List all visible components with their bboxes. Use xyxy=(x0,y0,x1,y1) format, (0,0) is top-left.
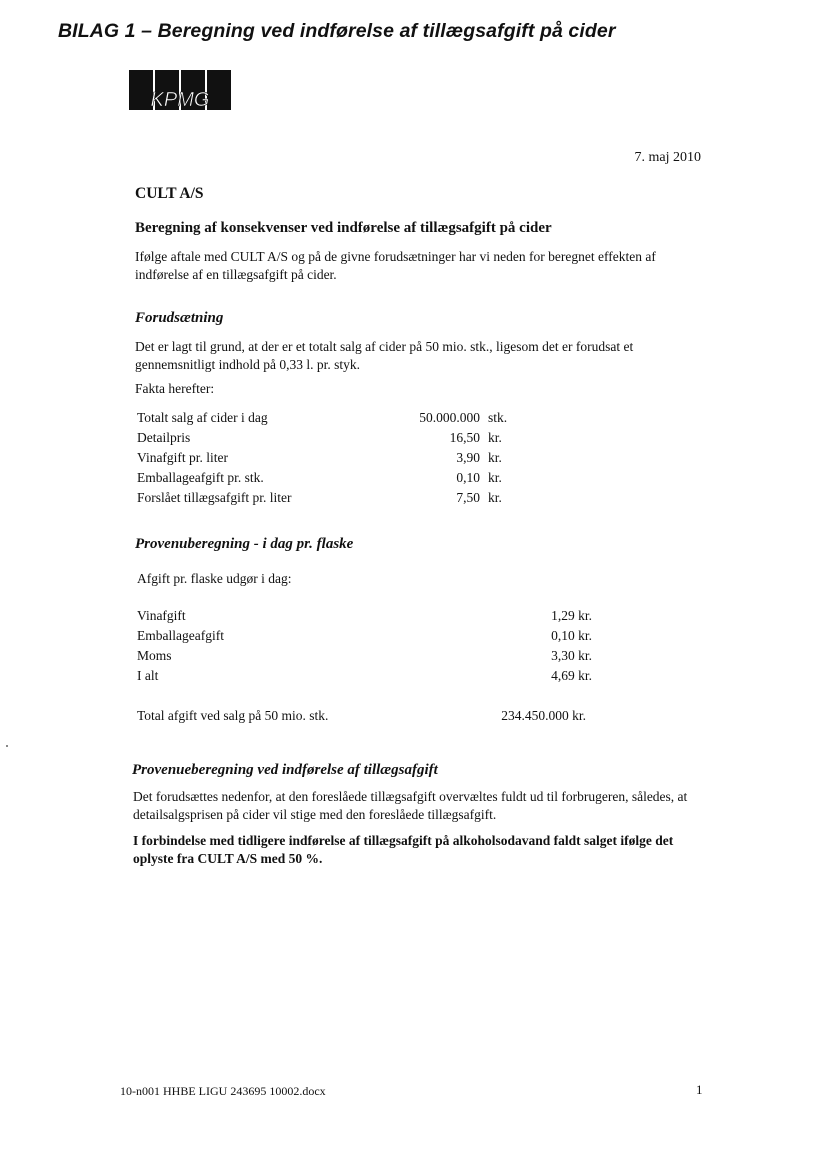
bilag-title: BILAG 1 – Beregning ved indførelse af tillægsafgift på cider xyxy=(58,20,616,42)
kpmg-logo xyxy=(129,70,231,110)
fakta-value-cell: 3,90 xyxy=(456,450,480,465)
afgift-value-cell: 1,29 kr. xyxy=(551,608,592,623)
footer-docref: 10-n001 HHBE LIGU 243695 10002.docx xyxy=(120,1084,326,1098)
provenu-tillaeg-text: Det forudsættes nedenfor, at den foreslåede tillægsafgift overvæltes fuldt ud til forbrugeren, således, at detailsalgsprisen på cider vil stige med den foreslåede tillægsafgift. xyxy=(133,789,688,822)
fakta-label-cell: Forslået tillægsafgift pr. liter xyxy=(137,490,292,505)
fakta-label: Fakta herefter: xyxy=(135,381,215,396)
fakta-unit-cell: kr. xyxy=(488,470,502,485)
provenu-idag-title: Provenuberegning - i dag pr. flaske xyxy=(135,536,354,552)
fakta-value-cell: 50.000.000 xyxy=(419,410,480,425)
fakta-label-cell: Detailpris xyxy=(137,430,191,445)
afgift-label-cell: Vinafgift xyxy=(137,608,186,623)
letter-date: 7. maj 2010 xyxy=(634,150,701,165)
provenu-tillaeg-bold-text: I forbindelse med tidligere indførelse af tillægsafgift på alkoholsodavand faldt salget ifølge det oplyste fra CULT A/S med 50 %. xyxy=(133,833,674,866)
fakta-value-cell: 0,10 xyxy=(456,470,480,485)
company-name: CULT A/S xyxy=(135,185,204,202)
fakta-unit-cell: kr. xyxy=(488,430,502,445)
letter-heading: Beregning af konsekvenser ved indførelse af tillægsafgift på cider xyxy=(135,220,552,236)
afgift-value-cell: 0,10 kr. xyxy=(551,628,592,643)
forudsaetning-text: Det er lagt til grund, at der er et totalt salg af cider på 50 mio. stk., ligesom det er forudsat et gennemsnitligt indhold på 0,33 l. pr. styk. xyxy=(135,339,634,372)
fakta-label-cell: Emballageafgift pr. stk. xyxy=(137,470,264,485)
page-number: 1 xyxy=(696,1082,703,1097)
scan-speck xyxy=(6,745,8,747)
afgift-value-cell: 4,69 kr. xyxy=(551,668,592,683)
fakta-unit-cell: kr. xyxy=(488,490,502,505)
fakta-value-cell: 16,50 xyxy=(449,430,480,445)
total-value: 234.450.000 kr. xyxy=(501,708,586,723)
fakta-unit-cell: stk. xyxy=(488,410,508,425)
afgift-label-cell: I alt xyxy=(137,668,159,683)
afgift-value-cell: 3,30 kr. xyxy=(551,648,592,663)
provenu-tillaeg-title: Provenueberegning ved indførelse af tillægsafgift xyxy=(132,762,438,778)
forudsaetning-title: Forudsætning xyxy=(135,310,224,326)
provenu-idag-intro: Afgift pr. flaske udgør i dag: xyxy=(137,571,292,586)
afgift-label-cell: Moms xyxy=(137,648,172,663)
fakta-unit-cell: kr. xyxy=(488,450,502,465)
fakta-label-cell: Vinafgift pr. liter xyxy=(137,450,229,465)
fakta-value-cell: 7,50 xyxy=(456,490,480,505)
fakta-label-cell: Totalt salg af cider i dag xyxy=(137,410,268,425)
logo-text: KPMG xyxy=(150,89,210,110)
intro-paragraph: Ifølge aftale med CULT A/S og på de givne forudsætninger har vi neden for beregnet effekten af indførelse af en tillægsafgift på cider. xyxy=(135,249,656,282)
afgift-label-cell: Emballageafgift xyxy=(137,628,224,643)
total-label: Total afgift ved salg på 50 mio. stk. xyxy=(137,708,329,723)
